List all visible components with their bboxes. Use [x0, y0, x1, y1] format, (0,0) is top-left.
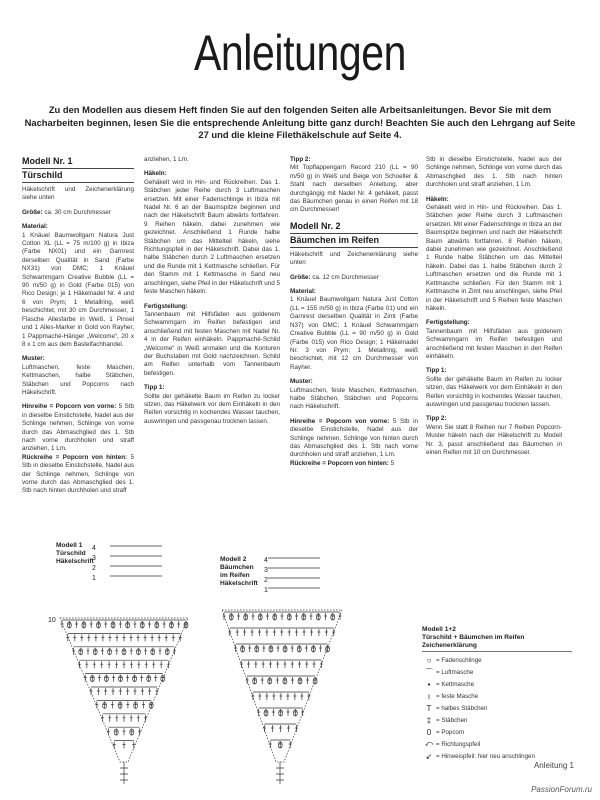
model1-size: Größe: ca. 30 cm Durchmesser [22, 208, 111, 216]
legend-item [422, 738, 572, 750]
stitch-symbol [287, 725, 290, 732]
col4-continuation: Stb in dieselbe Einstichstelle, Nadel aus der Schlinge nehmen, Schlinge von vorne durch das Abmaschglied des 1. Stb nach hinten durchholen und straff anziehen, 1 Lm. [426, 156, 562, 189]
model1-muster-text: Luftmaschen, feste Maschen, Kettmaschen, halbe Stäbchen, Stäbchen und Popcorns nach Häkelschrift. [22, 363, 134, 396]
legend-text: = Richtungspfeil [436, 740, 481, 748]
stitch-symbol [305, 661, 308, 668]
legend-text: = Stäbchen [436, 716, 468, 724]
stitch-symbol [94, 634, 97, 641]
stitch-symbol [137, 634, 140, 641]
stitch-symbol [90, 688, 93, 695]
model1-hinreihe: Hinreihe = Popcorn von vorne: 5 Stb in dieselbe Einstichstelle, Nadel aus der Schlinge nehmen, Schlinge von vorne durch das Abmaschglied des 1. Stb nach vorne durchholen und straff anziehen, 1 Lm. [22, 403, 134, 453]
stitch-symbol [133, 621, 136, 628]
stitch-symbol [152, 661, 155, 668]
diagram1-row-10: 10 [48, 617, 56, 624]
stitch-symbol [73, 634, 76, 641]
model1-material-label: Material: [22, 223, 48, 231]
diagram2-line2: Bäumchen [220, 564, 254, 571]
legend-text: = Popcorn [436, 728, 465, 736]
stitch-symbol [66, 634, 69, 641]
diagram2-row-2: 2 [264, 577, 268, 584]
stitch-symbol [271, 725, 274, 732]
stitch-symbol [252, 613, 255, 620]
legend-symbol-icon: ○ [426, 655, 432, 665]
model2-material-label: Material: [290, 288, 316, 296]
stitch-symbol [277, 645, 280, 652]
legend-title-1: Modell 1+2 [422, 626, 456, 633]
col4-haekeln-label: Häkeln: [426, 195, 449, 203]
stitch-symbol [263, 725, 266, 732]
stitch-symbol [101, 648, 104, 655]
stitch-symbol [93, 661, 96, 668]
stitch-symbol [75, 621, 78, 628]
diagram2-row-1: 1 [264, 587, 268, 594]
stitch-symbol [80, 634, 83, 641]
stitch-symbol [281, 613, 284, 620]
legend-item [422, 702, 572, 714]
stitch-symbol [272, 709, 275, 716]
legend-item [422, 666, 572, 678]
stitch-symbol [126, 701, 129, 708]
stitch-symbol [258, 693, 261, 700]
legend-symbol-icon: • [427, 679, 431, 689]
stitch-symbol [148, 688, 151, 695]
stitch-symbol [85, 661, 88, 668]
model2-muster-label: Muster: [290, 378, 313, 386]
diagram1-line1: Modell 1 [56, 542, 83, 549]
stitch-symbol [144, 648, 147, 655]
stitch-symbol [291, 645, 294, 652]
stitch-symbol [332, 629, 335, 636]
legend-symbol-icon: ı [427, 691, 431, 701]
stitch-symbol [223, 613, 226, 620]
diagram2-line3: im Reifen [220, 572, 250, 579]
model1-rueckreihe: Rückreihe = Popcorn von hinten: 5 Stb in dieselbe Einstichstelle, Nadel aus der Schlinge nehmen, Schlinge von vorne durch das Abmaschglied des 1. Stb nach hinten durchholen und straff [22, 453, 134, 495]
col3-tipp2-text: Mit Topflappengarn Record 210 (LL = 90 m/50 g) in Weiß und Beige von Schoeller & Stahl nach derselben Anleitung, aber durchgängig mit Nadel Nr. 4 gehäkelt, passt das Bäumchen genau in einen Reifen mit 18 cm Durchmesser! [290, 164, 418, 214]
stitch-symbol [61, 621, 64, 628]
stitch-symbol [246, 677, 249, 684]
legend-symbol-icon: T [426, 703, 432, 713]
col4-haekeln-text: Gehäkelt wird in Hin- und Rückreihen. Das 1. Stäbchen jeder Reihe durch 3 Luftmaschen ersetzen. Mit einer Fadenschlinge in Ibiza an der Baumspitze beginnen und nach der Häkelschrift Baum abwärts fortfahren. 8 Reihen häkeln, dabei zunehmen wie gezeichnet. Anschließend 1 Runde halbe Stäbchen um das Mittelteil häkeln. Dabei das 1. halbe Stäbchen durch 2 Luftmaschen ersetzen und die Runde mit 1 Kettmasche schließen. Für den Stamm mit 1 Kettmasche in Zimt neu anschlingen, siehe Pfeil in der Häkelschrift und 5 Reihen feste Maschen häkeln. [426, 204, 562, 312]
legend-text: = halbes Stäbchen [436, 704, 488, 712]
column-model-2 [290, 156, 418, 474]
stitch-symbol [108, 715, 111, 722]
stitch-symbol [325, 629, 328, 636]
stitch-symbol [90, 621, 93, 628]
stitch-symbol [248, 645, 251, 652]
stitch-symbol [272, 693, 275, 700]
model2-size: Größe: ca. 12 cm Durchmesser [290, 273, 379, 281]
stitch-symbol [104, 621, 107, 628]
stitch-symbol [276, 661, 279, 668]
legend-item [422, 690, 572, 702]
diagram2-row-3: 3 [264, 567, 268, 574]
stitch-symbol [140, 675, 143, 682]
diagram1-row-1: 1 [92, 575, 96, 582]
stitch-symbol [87, 648, 90, 655]
col4-tipp1-text: Sollte der gehäkelte Baum im Reifen zu locker sitzen, das Häkelwerk vor dem Einhäkeln in den Reifen vorsichtig in kochendes Wasser tauchen, auswringen und passgenau trocknen lassen. [426, 375, 562, 408]
legend-text: = Fadenschlinge [436, 656, 482, 664]
stitch-symbol [300, 693, 303, 700]
stitch-symbol [115, 715, 118, 722]
legend-title-2: Türschild + Bäumchen im Reifen [422, 634, 525, 641]
stitch-symbol [112, 688, 115, 695]
stitch-symbol [324, 613, 327, 620]
stitch-symbol [279, 693, 282, 700]
stitch-symbol [145, 661, 148, 668]
stitch-symbol [261, 677, 264, 684]
stitch-symbol [123, 634, 126, 641]
stitch-symbol [141, 688, 144, 695]
stitch-symbol [97, 688, 100, 695]
stitch-symbol [269, 661, 272, 668]
column-model-1 [22, 156, 134, 502]
stitch-symbol [119, 621, 122, 628]
stitch-symbol [144, 715, 147, 722]
diagram2-line4: Häkelschrift [220, 580, 258, 587]
legend-item [422, 726, 572, 738]
stitch-symbol [101, 634, 104, 641]
stitch-symbol [159, 648, 162, 655]
stitch-symbol [179, 634, 182, 641]
stitch-symbol [148, 621, 151, 628]
stitch-symbol [237, 613, 240, 620]
stitch-symbol [262, 645, 265, 652]
stitch-symbol [265, 693, 268, 700]
page-title: Anleitungen [193, 25, 407, 81]
stitch-symbol [132, 742, 135, 749]
stitch-symbol [319, 645, 322, 652]
crochet-chart-model-2 [212, 552, 352, 797]
stitch-symbol [291, 661, 294, 668]
stitch-symbol [111, 701, 114, 708]
stitch-symbol [115, 661, 118, 668]
model2-muster-text: Luftmaschen, feste Maschen, Kettmaschen, halbe Stäbchen, Stäbchen und Popcorns nach Häkelschrift. [290, 386, 418, 411]
stitch-symbol [310, 613, 313, 620]
stitch-symbol [123, 661, 126, 668]
stitch-symbol [126, 688, 129, 695]
stitch-symbol [317, 629, 320, 636]
stitch-symbol [119, 688, 122, 695]
stitch-symbol [115, 648, 118, 655]
legend-symbol-icon: 0 [426, 727, 432, 737]
col4-tipp1-label: Tipp 1: [426, 367, 447, 375]
stitch-symbol [104, 688, 107, 695]
stitch-symbol [130, 648, 133, 655]
model1-heading: Modell Nr. 1 [22, 156, 134, 169]
legend-text: = Luftmasche [436, 668, 474, 676]
stitch-symbol [87, 634, 90, 641]
stitch-symbol [134, 688, 137, 695]
diagram2-line1: Modell 2 [220, 556, 247, 563]
stitch-symbol [283, 661, 286, 668]
col4-tipp2-text: Wenn Sie statt 8 Reihen nur 7 Reihen Popcorn-Muster häkeln nach der Häkelschrift zu Modell Nr. 3, passt anschließend das Bäumchen in einen Reifen mit 10 cm Durchmesser. [426, 423, 562, 456]
stitch-symbol [243, 629, 246, 636]
stitch-symbol [142, 701, 145, 708]
watermark: PassionForum.ru [531, 785, 592, 794]
col2-fertig-text: Tannenbaum mit Hilfsfäden aus goldenem Schwammgarn im Reifen befestigen und anschließend mit festen Maschen mit Nadel Nr. 4 in der Reifen einhäkeln. Pappmaché-Schild „Welcome“ in Weiß anmalen und die Konturen der Buchstaben mit Gold nachzeichnen. Schild am Reifen unterhalb vom Tannenbaum befestigen. [144, 310, 280, 377]
stitch-symbol [130, 634, 133, 641]
model2-subheading: Bäumchen im Reifen [290, 235, 418, 248]
legend-text: = Hinweispfeil: hier neu anschlingen [436, 752, 535, 760]
diagram1-line3: Häkelschrift [56, 558, 94, 565]
stitch-symbol [287, 709, 290, 716]
legend-item [422, 654, 572, 666]
col4-tipp2-label: Tipp 2: [426, 415, 447, 423]
stitch-symbol [280, 629, 283, 636]
legend-list [422, 654, 572, 762]
stitch-symbol [303, 629, 306, 636]
stitch-symbol [158, 634, 161, 641]
stitch-symbol [276, 677, 279, 684]
legend-text: = Kettmasche [436, 680, 475, 688]
stitch-symbol [310, 629, 313, 636]
stitch-symbol [307, 693, 310, 700]
stitch-symbol [305, 645, 308, 652]
model1-muster-label: Muster: [22, 355, 45, 363]
stitch-symbol [98, 675, 101, 682]
col2-fertig-label: Fertigstellung: [144, 302, 188, 310]
legend-text: = feste Masche [436, 692, 479, 700]
stitch-symbol [298, 661, 301, 668]
stitch-symbol [177, 621, 180, 628]
legend-title-3: Zeichenerklärung [422, 642, 477, 649]
column-4 [426, 156, 562, 463]
stitch-symbol [112, 675, 115, 682]
stitch-symbol [295, 613, 298, 620]
stitch-symbol [151, 634, 154, 641]
stitch-symbol [123, 728, 126, 735]
model2-subtitle: Häkelschrift und Zeichenerklärung siehe unten [290, 250, 418, 267]
stitch-symbol [138, 728, 141, 735]
stitch-symbol [279, 725, 282, 732]
stitch-symbol [265, 629, 268, 636]
diagram2-row-4: 4 [264, 557, 268, 564]
stitch-symbol [123, 742, 126, 749]
model1-subtitle: Häkelschrift und Zeichenerklärung siehe unten [22, 186, 134, 202]
model1-subheading: Türschild [22, 170, 134, 183]
stitch-symbol [258, 629, 261, 636]
stitch-symbol [247, 661, 250, 668]
col2-tipp1-label: Tipp 1: [144, 384, 165, 392]
stitch-symbol [286, 693, 289, 700]
col2-tipp1-text: Sollte der gehäkelte Baum im Reifen zu locker sitzen, das Häkelwerk vor dem Einhäkeln in den Reifen vorsichtig in kochendes Wasser tauchen, auswringen und passgenau trocknen lassen. [144, 392, 280, 425]
stitch-symbol [130, 661, 133, 668]
stitch-symbol [160, 661, 163, 668]
stitch-symbol [291, 677, 294, 684]
legend-symbol-icon: ⌒ [425, 667, 433, 677]
stitch-symbol [228, 629, 231, 636]
stitch-symbol [254, 661, 257, 668]
legend-item [422, 714, 572, 726]
col4-fertig-text: Tannenbaum mit Hilfsfäden aus goldenem Schwammgarn im Reifen befestigen und anschließend mit festen Maschen in den Reifen einhäkeln. [426, 327, 562, 360]
col3-tipp2-label: Tipp 2: [290, 156, 311, 163]
chart-legend [422, 626, 572, 762]
stitch-symbol [288, 629, 291, 636]
stitch-symbol [313, 661, 316, 668]
diagram2-tree-svg [212, 552, 352, 792]
stitch-symbol [262, 661, 265, 668]
stitch-symbol [236, 629, 239, 636]
col2-haekeln-text: Gehäkelt wird in Hin- und Rückreihen. Das 1. Stäbchen jeder Reihe durch 3 Luftmaschen ersetzen. Mit einer Fadenschlinge in Ibiza mit Nadel Nr. 6 an der Baumspitze beginnen und nach der Häkelschrift Baum abwärts fortfahren. 9 Reihen häkeln, dabei zunehmen wie gezeichnet. Anschließend 1 Runde halbe Stäbchen um das Mittelteil häkeln, siehe Richtungspfeil in der Häkelschrift. Dabei das 1. halbe Stäbchen durch 2 Luftmaschen ersetzen und die Runde mit 1 Kettmasche schließen. Für den Stamm mit 1 Kettmasche in Sand neu anschlingen, siehe Pfeil in der Häkelschrift und 5 feste Maschen häkeln. [144, 178, 280, 296]
legend-symbol-icon: ⤺ [424, 739, 434, 748]
stitch-symbol [173, 648, 176, 655]
legend-item [422, 678, 572, 690]
col4-fertig-label: Fertigstellung: [426, 319, 470, 327]
stitch-symbol [95, 701, 98, 708]
model1-material-text: 1 Knäuel Baumwollgarn Natura Just Cotton XL (LL = 75 m/100 g) in Ibiza (Farbe NX01) und ein Garnrest derselben Qualität in Sand (Farbe NX31) von DMC; 1 Knäuel Schwammgarn Creative Bubble (LL = 90 m/50 g) in Gold (Farbe 015) von Rico Design; je 1 Häkelnadel Nr. 4 und 6 von Prym; 1 Metallring, weiß beschichtet, mit 30 cm Durchmesser, 1 Flasche Allesfarbe in Weiß, 1 Pinsel und 1 Alles-Marker in Gold von Rayher, 1 Pappmaché-Hänger „Welcome“, 20 x 8 x 1 cm aus dem Bastelfachhandel. [22, 231, 134, 348]
stitch-symbol [165, 634, 168, 641]
crochet-chart-model-1 [48, 540, 198, 795]
legend-symbol-icon: ↙ [425, 751, 433, 761]
model2-hinreihe: Hinreihe = Popcorn von vorne: 5 Stb in dieselbe Einstichstelle, Nadel aus der Schlinge nehmen, Schlinge von hinten durch das Abmaschglied des 1. Stb nach vorne durchholen und straff anziehen, 1 Lm. [290, 417, 418, 459]
stitch-symbol [251, 629, 254, 636]
stitch-symbol [108, 634, 111, 641]
diagram1-row-2: 2 [92, 565, 96, 572]
diagram1-tree-svg [48, 540, 198, 790]
stitch-symbol [137, 715, 140, 722]
model2-material-text: 1 Knäuel Baumwollgarn Natura Just Cotton (LL = 155 m/50 g) in Ibiza (Farbe 01) und ein Garnrest derselben Qualität in Zimt (Farbe N37) von DMC; 1 Knäuel Schwammgarn Creative Bubble (LL = 90 m/50 g) in Gold (Farbe 015) von Rico Design; 1 Häkelnadel Nr. 3 von Prym; 1 Metallring, weiß beschichtet, mit 12 cm Durchmesser von Rayher. [290, 296, 418, 371]
diagram1-row-3: 3 [92, 555, 96, 562]
stitch-symbol [123, 715, 126, 722]
column-2 [144, 156, 280, 432]
stitch-symbol [306, 677, 309, 684]
legend-symbol-icon: ‡ [426, 715, 432, 725]
model2-heading: Modell Nr. 2 [290, 221, 418, 234]
stitch-symbol [154, 675, 157, 682]
stitch-symbol [295, 629, 298, 636]
stitch-symbol [266, 613, 269, 620]
model2-rueckreihe: Rückreihe = Popcorn von hinten: 5 [290, 459, 395, 467]
page-footer: Anleitung 1 [533, 761, 574, 770]
stitch-symbol [126, 675, 129, 682]
stitch-symbol [115, 634, 118, 641]
intro-text: Zu den Modellen aus diesem Heft finden Sie auf den folgenden Seiten alle Arbeitsanleitungen. Bevor Sie mit dem Nacharbeiten beginnen, lesen Sie die entsprechende Anleitung bitte ganz durch! Beachten Sie auch den Lehrgang auf Seite 27 und die kleine Filethäkelschule auf Seite 4. [24, 104, 576, 141]
stitch-symbol [108, 661, 111, 668]
stitch-symbol [100, 661, 103, 668]
col2-haekeln-label: Häkeln: [144, 170, 167, 178]
stitch-symbol [172, 634, 175, 641]
diagram1-line2: Türschild [56, 550, 86, 557]
stitch-symbol [144, 634, 147, 641]
col2-continuation: anziehen, 1 Lm. [144, 156, 189, 163]
stitch-symbol [293, 693, 296, 700]
stitch-symbol [163, 621, 166, 628]
stitch-symbol [130, 715, 133, 722]
stitch-symbol [273, 629, 276, 636]
stitch-symbol [269, 741, 272, 748]
stitch-symbol [137, 661, 140, 668]
diagram1-row-4: 4 [92, 545, 96, 552]
